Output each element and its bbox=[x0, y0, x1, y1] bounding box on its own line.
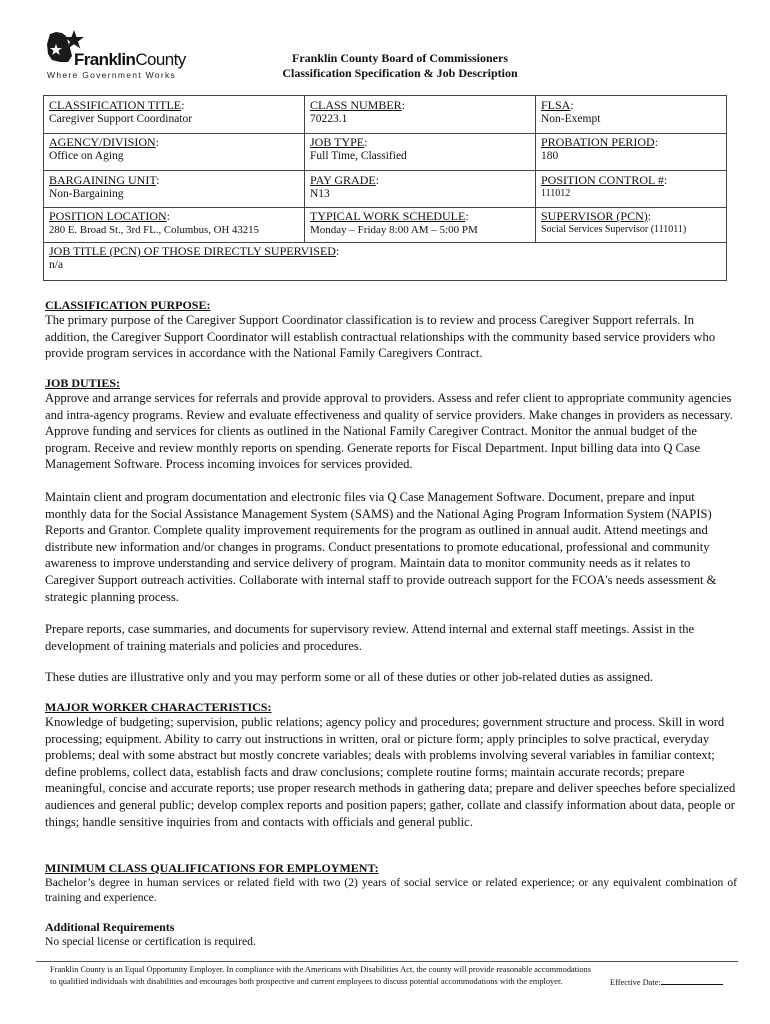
probation-period-label: PROBATION PERIOD bbox=[541, 135, 655, 149]
job-type-cell: JOB TYPE: Full Time, Classified bbox=[305, 135, 535, 163]
classification-title-cell: CLASSIFICATION TITLE: Caregiver Support Coordinator bbox=[44, 98, 304, 126]
flsa-value: Non-Exempt bbox=[541, 113, 601, 125]
purpose-text: The primary purpose of the Caregiver Support Coordinator classification is to review and process Caregiver Support referrals. In addition, the Caregiver Support Coordinator will establish contractual relationships with the community based service providers who provide program services in accordance with the National Family Caregivers Contract. bbox=[45, 313, 716, 361]
supervisor-cell: SUPERVISOR (PCN): Social Services Supervisor (111011) bbox=[536, 209, 726, 237]
work-schedule-value: Monday – Friday 8:00 AM – 5:00 PM bbox=[310, 224, 478, 236]
qualifications-text: Bachelor’s degree in human services or related field with two (2) years of social service or related experience; or any equivalent combination of training and experience. bbox=[45, 876, 737, 904]
bargaining-unit-value: Non-Bargaining bbox=[49, 188, 124, 200]
org-title: Franklin County Board of Commissioners bbox=[291, 51, 509, 65]
probation-period-value: 180 bbox=[541, 150, 559, 162]
effective-date-blank bbox=[661, 976, 723, 985]
position-location-value: 280 E. Broad St., 3rd FL., Columbus, OH 43215 bbox=[49, 224, 259, 236]
job-type-value: Full Time, Classified bbox=[310, 150, 407, 162]
supervisor-label: SUPERVISOR (PCN) bbox=[541, 209, 648, 223]
footer-divider bbox=[36, 961, 738, 962]
position-control-label: POSITION CONTROL # bbox=[541, 173, 664, 187]
supervisor-value: Social Services Supervisor (111011) bbox=[541, 224, 687, 235]
position-location-cell: POSITION LOCATION: 280 E. Broad St., 3rd FL., Columbus, OH 43215 bbox=[44, 209, 304, 237]
characteristics-heading: MAJOR WORKER CHARACTERISTICS: bbox=[45, 700, 272, 714]
classification-title-value: Caregiver Support Coordinator bbox=[49, 113, 193, 125]
position-location-label: POSITION LOCATION bbox=[49, 209, 167, 223]
agency-division-value: Office on Aging bbox=[49, 150, 124, 162]
document-heading bbox=[250, 51, 550, 81]
probation-period-cell: PROBATION PERIOD: 180 bbox=[536, 135, 726, 163]
supervised-label: JOB TITLE (PCN) OF THOSE DIRECTLY SUPERVISED bbox=[49, 244, 336, 258]
classification-info-table bbox=[43, 95, 727, 281]
supervised-value: n/a bbox=[49, 259, 64, 271]
bargaining-unit-cell: BARGAINING UNIT: Non-Bargaining bbox=[44, 173, 304, 201]
franklin-county-logo bbox=[44, 30, 194, 78]
duties-paragraph-3: Prepare reports, case summaries, and documents for supervisory review. Attend internal and external staff meetings. Assist in the development of training materials and policies and procedures. bbox=[45, 622, 695, 653]
purpose-heading: CLASSIFICATION PURPOSE: bbox=[45, 298, 211, 312]
work-schedule-cell: TYPICAL WORK SCHEDULE: Monday – Friday 8:00 AM – 5:00 PM bbox=[305, 209, 535, 237]
effective-date bbox=[610, 976, 723, 987]
agency-division-cell: AGENCY/DIVISION: Office on Aging bbox=[44, 135, 304, 163]
bargaining-unit-label: BARGAINING UNIT bbox=[49, 173, 157, 187]
flsa-label: FLSA bbox=[541, 98, 571, 112]
additional-requirements-heading: Additional Requirements bbox=[45, 920, 175, 934]
position-control-cell: POSITION CONTROL #: 111012 bbox=[536, 173, 726, 201]
additional-requirements-text: No special license or certification is required. bbox=[45, 935, 256, 948]
work-schedule-label: TYPICAL WORK SCHEDULE bbox=[310, 209, 466, 223]
flsa-cell: FLSA: Non-Exempt bbox=[536, 98, 726, 126]
qualifications-heading: MINIMUM CLASS QUALIFICATIONS FOR EMPLOYMENT: bbox=[45, 861, 379, 875]
logo-wordmark: FranklinCounty bbox=[74, 50, 186, 69]
agency-division-label: AGENCY/DIVISION bbox=[49, 135, 156, 149]
duties-heading: JOB DUTIES: bbox=[45, 376, 121, 390]
duties-paragraph-1: Approve and arrange services for referrals and provide approval to providers. Assess and refer client to appropriate community agencies and intra-agency programs. Review and evaluate effectiveness and quality of service providers. Make changes in providers as necessary. Approve funding and services for clients as outlined in the National Family Caregiver Contract. Monitor the annual budget of the program. Receive and review monthly reports on spending. Generate reports for Fiscal Department. Input billing data into Q Case Management Software. Process incoming invoices for services provided. bbox=[45, 391, 733, 472]
class-number-value: 70223.1 bbox=[310, 113, 348, 125]
logo-tagline: Where Government Works bbox=[47, 70, 177, 80]
class-number-cell: CLASS NUMBER: 70223.1 bbox=[305, 98, 535, 126]
supervised-cell: JOB TITLE (PCN) OF THOSE DIRECTLY SUPERVISED: n/a bbox=[44, 244, 724, 272]
pay-grade-value: N13 bbox=[310, 188, 330, 200]
characteristics-text: Knowledge of budgeting; supervision, public relations; agency policy and procedures; government structure and process. Skill in word processing; equipment. Ability to carry out instructions in written, oral or picture form; apply principles to solve practical, everyday problems; deal with some abstract but mostly concrete variables; deals with problems involving several variables in familiar context; define problems, collect data, establish facts and draw conclusions; complete routine forms; maintain accurate records; prepare meaningful, concise and accurate reports; use proper research methods in gathering data; prepare and deliver speeches before specialized audiences and general public; develop complex reports and position papers; gather, collate and classify information about data, people or things; handle sensitive inquiries from and contacts with officials and general public. bbox=[45, 715, 736, 829]
pay-grade-cell: PAY GRADE: N13 bbox=[305, 173, 535, 201]
position-control-value: 111012 bbox=[541, 188, 571, 199]
classification-title-label: CLASSIFICATION TITLE bbox=[49, 98, 182, 112]
doc-title: Classification Specification & Job Description bbox=[282, 66, 518, 80]
class-number-label: CLASS NUMBER bbox=[310, 98, 402, 112]
job-type-label: JOB TYPE bbox=[310, 135, 365, 149]
duties-paragraph-4: These duties are illustrative only and you may perform some or all of these duties or other job-related duties as assigned. bbox=[45, 670, 654, 684]
effective-date-label: Effective Date: bbox=[610, 978, 661, 987]
eeo-statement: Franklin County is an Equal Opportunity Employer. In compliance with the Americans with Disabilities Act, the county will provide reasonable accommodations to qualified individuals with disabilities and encourages both prospective and current employees to discuss potential accommodations with the employer. bbox=[50, 965, 592, 986]
pay-grade-label: PAY GRADE bbox=[310, 173, 376, 187]
duties-paragraph-2: Maintain client and program documentation and electronic files via Q Case Management Software. Document, prepare and input monthly data for the Social Assistance Management System (SAMS) and the National Aging Program Information System (NAPIS) Reports and Grantor. Complete quality improvement requirements for the program as outlined in annual audit. Attend meetings and distribute new information and/or changes in programs. Conduct presentations to promote educational, professional and community awareness to improve understanding and service delivery of program. Maintain data to monitor community needs as it relates to Caregiver Support outreach activities. Collaborate with internal staff to provide outreach support for the FCOA's needs assessment & strategic planning process. bbox=[45, 490, 717, 604]
